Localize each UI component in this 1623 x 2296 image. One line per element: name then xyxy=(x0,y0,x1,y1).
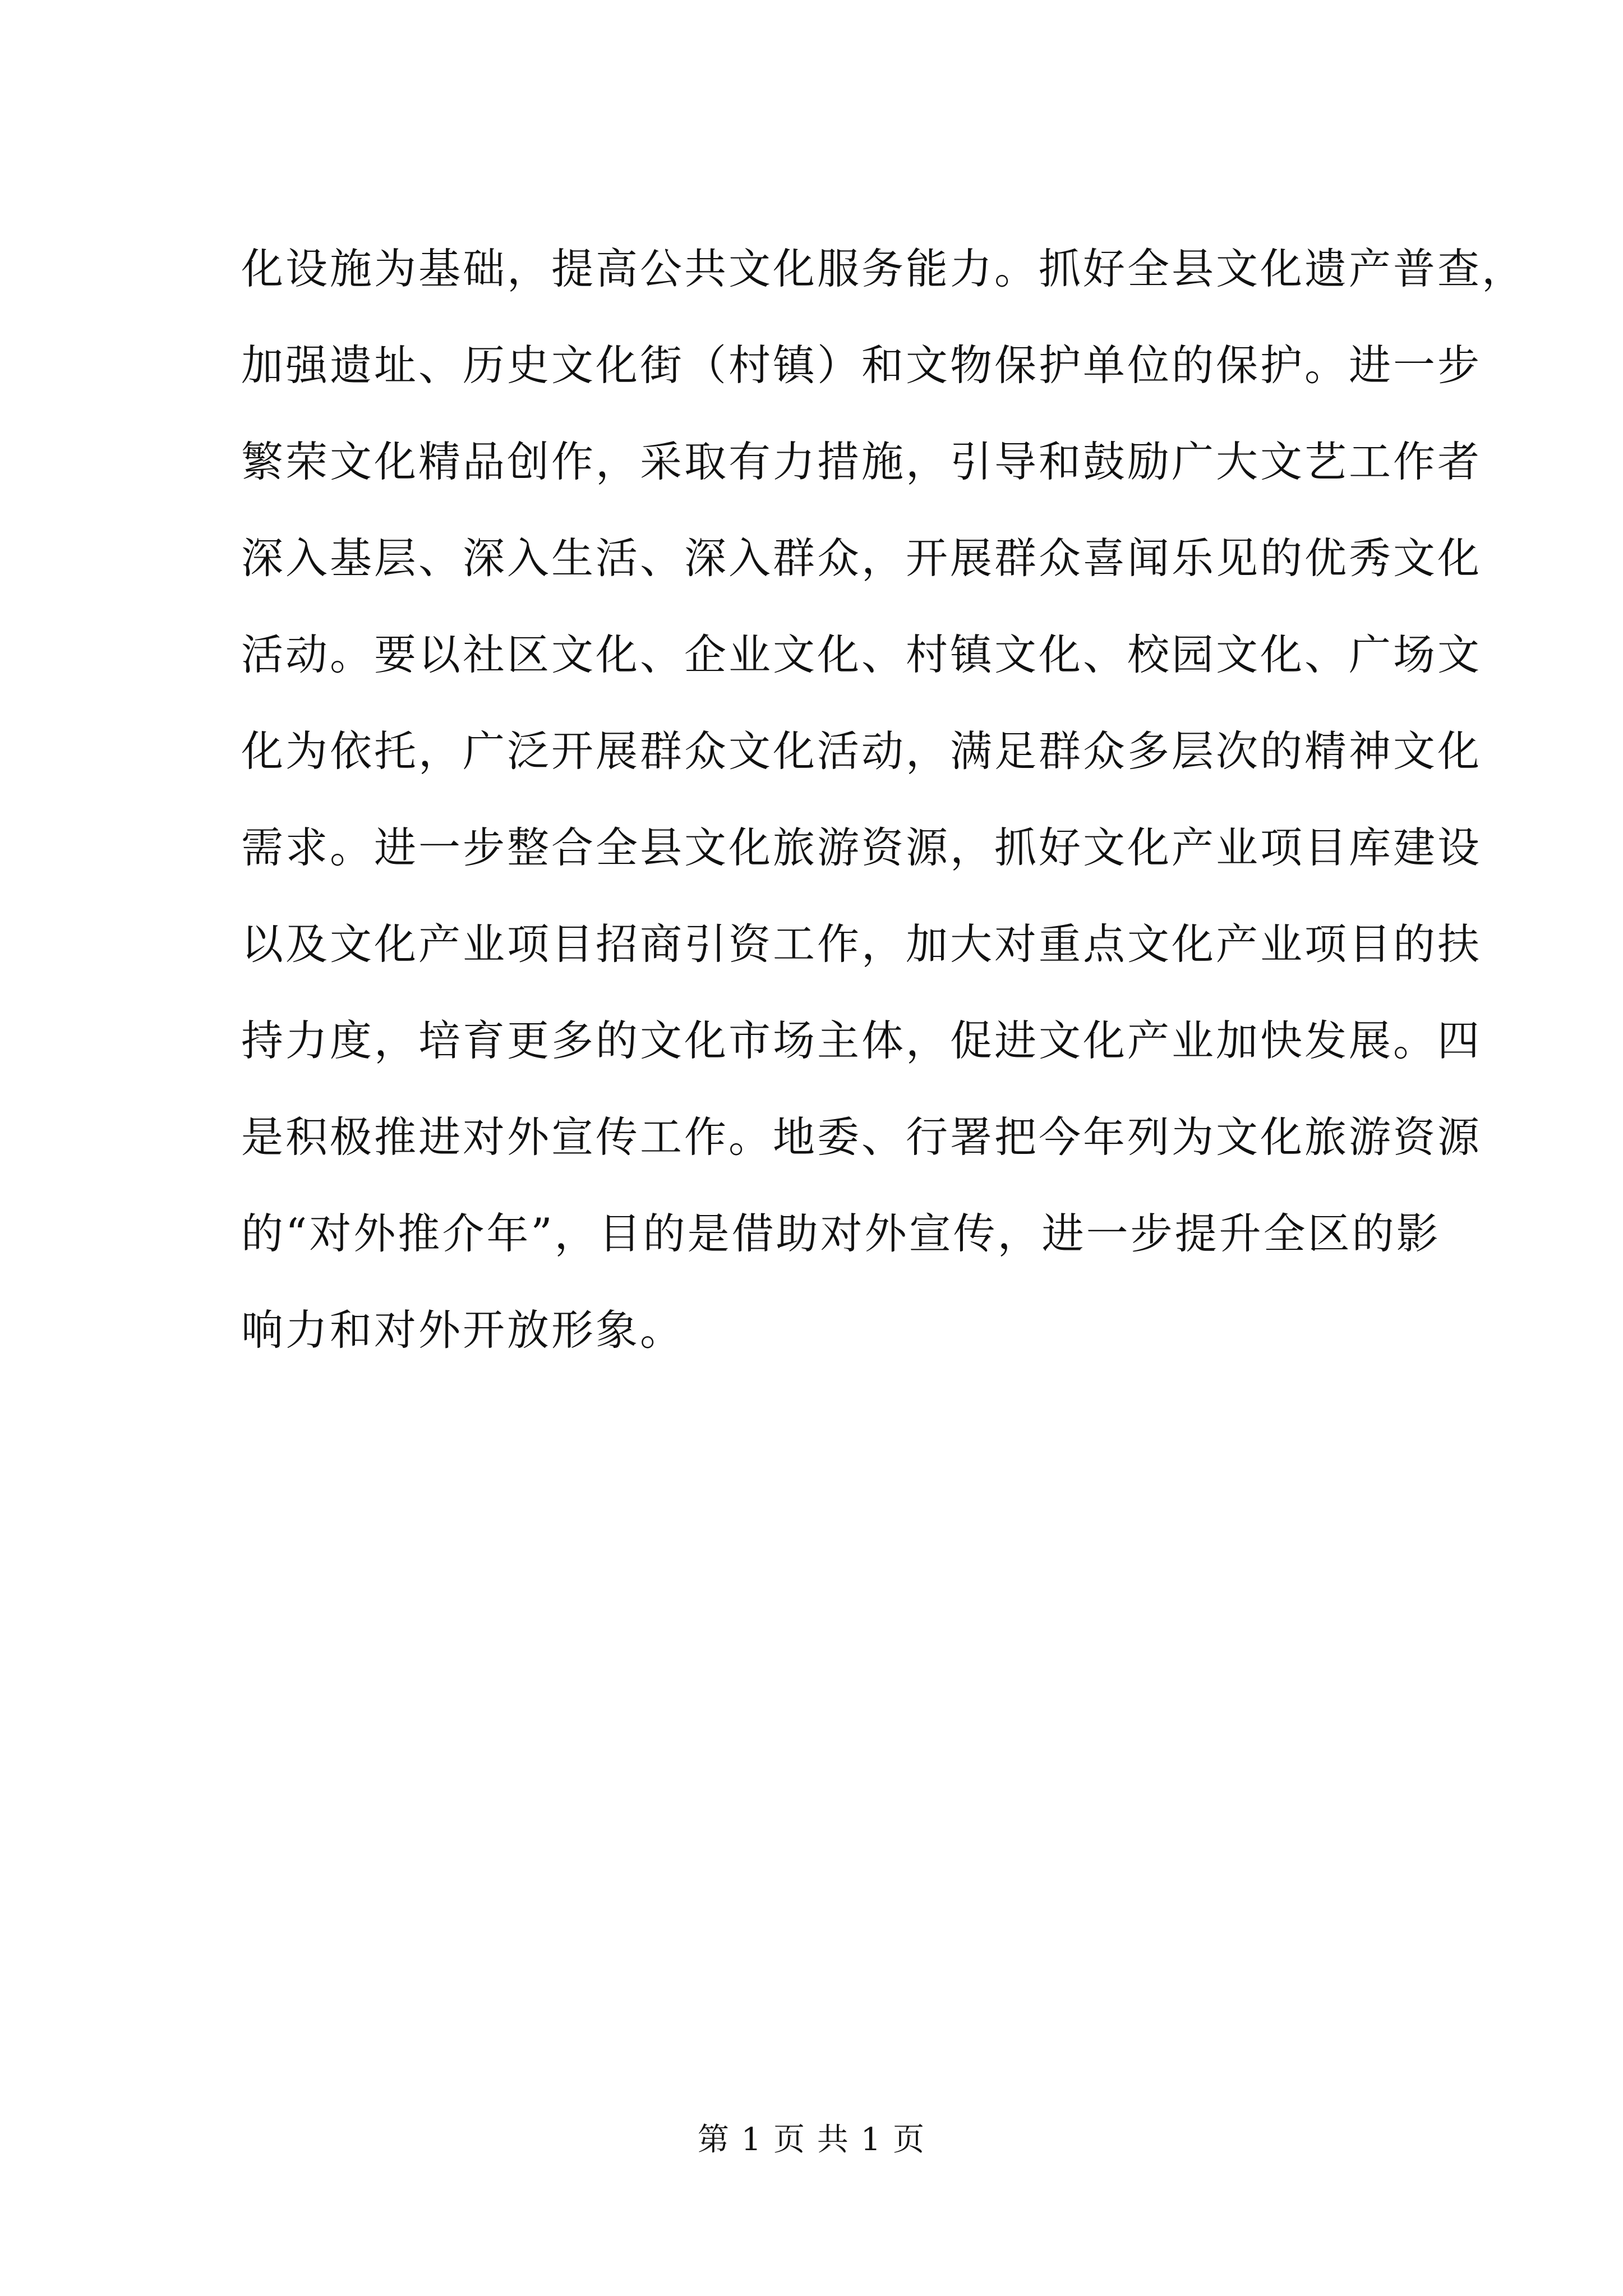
paragraph-line-5: 活动。要以社区文化、企业文化、村镇文化、校园文化、广场文 xyxy=(241,630,1482,679)
paragraph-line-12: 响力和对外开放形象。 xyxy=(241,1305,685,1355)
paragraph-line-10: 是积极推进对外宣传工作。地委、行署把今年列为文化旅游资源 xyxy=(241,1112,1482,1162)
paragraph-line-8: 以及文化产业项目招商引资工作，加大对重点文化产业项目的扶 xyxy=(241,919,1482,969)
paragraph-line-4: 深入基层、深入生活、深入群众，开展群众喜闻乐见的优秀文化 xyxy=(241,533,1482,583)
paragraph-line-2: 加强遗址、历史文化街（村镇）和文物保护单位的保护。进一步 xyxy=(241,341,1482,390)
page-footer: 第 1 页 共 1 页 xyxy=(697,2122,926,2158)
paragraph-line-7: 需求。进一步整合全县文化旅游资源，抓好文化产业项目库建设 xyxy=(241,823,1482,872)
paragraph-line-9: 持力度，培育更多的文化市场主体，促进文化产业加快发展。四 xyxy=(241,1016,1482,1065)
paragraph-line-6: 化为依托，广泛开展群众文化活动，满足群众多层次的精神文化 xyxy=(241,726,1482,776)
paragraph-line-3: 繁荣文化精品创作，采取有力措施，引导和鼓励广大文艺工作者 xyxy=(241,437,1482,486)
body-paragraph xyxy=(241,244,1527,1402)
paragraph-line-11: 的“对外推介年”，目的是借助对外宣传，进一步提升全区的影 xyxy=(241,1209,1441,1258)
paragraph-line-1: 化设施为基础，提高公共文化服务能力。抓好全县文化遗产普查， xyxy=(241,244,1527,293)
